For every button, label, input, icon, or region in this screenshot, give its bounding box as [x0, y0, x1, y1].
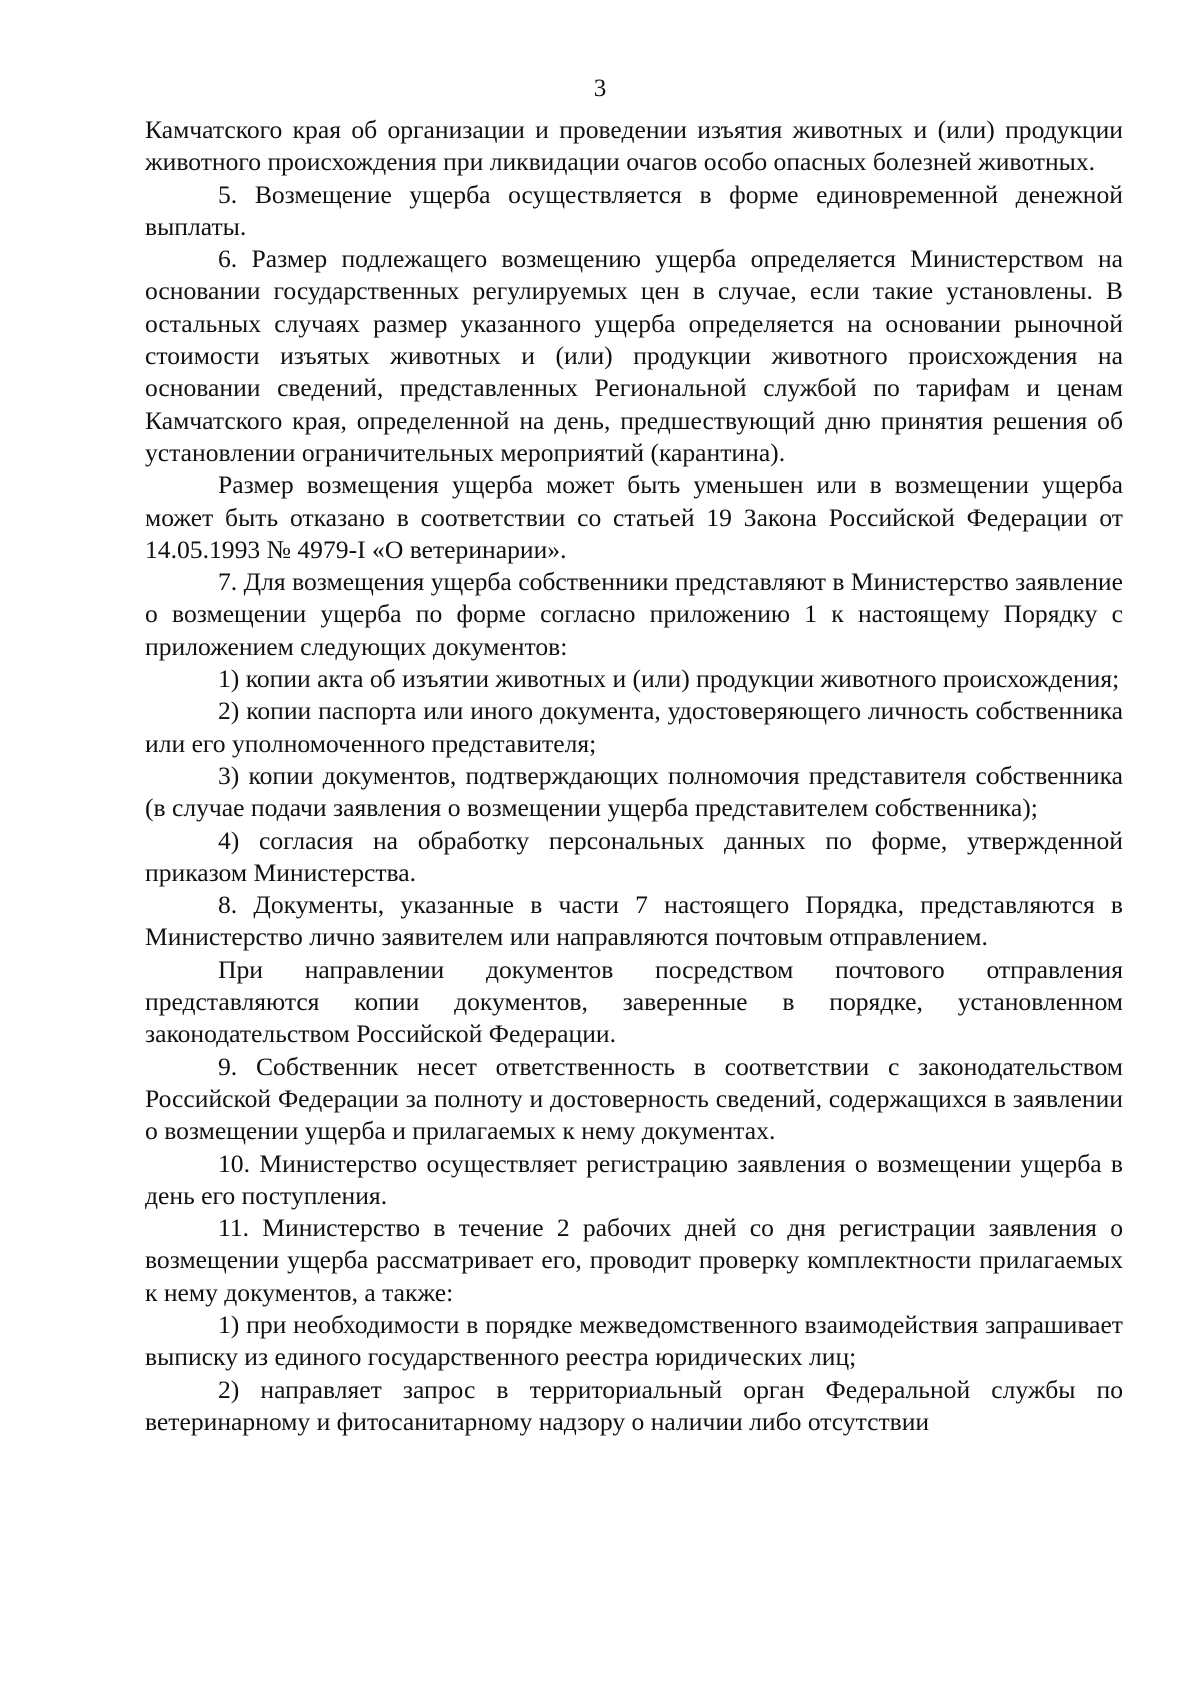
- paragraph-item-11-sub-1: 1) при необходимости в порядке межведомственного взаимодействия запрашивает выписку из единого государственного реестра юридических лиц;: [145, 1309, 1123, 1372]
- paragraph-item-7: 7. Для возмещения ущерба собственники представляют в Министерство заявление о возмещении ущерба по форме согласно приложению 1 к настоящему Порядку с приложением следующих документов:: [145, 567, 1123, 661]
- paragraph-item-8-postal: При направлении документов посредством почтового отправления представляются копии документов, заверенные в порядке, установленном законодательством Российской Федерации.: [145, 954, 1123, 1049]
- page-number: 3: [593, 75, 607, 102]
- paragraph-item-11: 11. Министерство в течение 2 рабочих дней со дня регистрации заявления о возмещении ущерба рассматривает его, проводит проверку комплектности прилагаемых к нему документов, а также:: [145, 1213, 1123, 1307]
- paragraph-item-5: 5. Возмещение ущерба осуществляется в форме единовременной денежной выплаты.: [145, 179, 1123, 241]
- paragraph-item-7-sub-1: 1) копии акта об изъятии животных и (или) продукции животного происхождения;: [218, 664, 1120, 694]
- paragraph-item-7-sub-4: 4) согласия на обработку персональных данных по форме, утвержденной приказом Министерства.: [145, 825, 1123, 887]
- document-body: [145, 114, 1123, 1438]
- paragraph-item-6-reduction: Размер возмещения ущерба может быть уменьшен или в возмещении ущерба может быть отказано в соответствии со статьей 19 Закона Российской Федерации от 14.05.1993 № 4979-I «О ветеринарии».: [145, 470, 1123, 564]
- paragraph-item-9: 9. Собственник несет ответственность в соответствии с законодательством Российской Федерации за полноту и достоверность сведений, содержащихся в заявлении о возмещении ущерба и прилагаемых к нему документах.: [145, 1051, 1123, 1146]
- paragraph-item-8: 8. Документы, указанные в части 7 настоящего Порядка, представляются в Министерство лично заявителем или направляются почтовым отправлением.: [145, 890, 1123, 952]
- paragraph-item-10: 10. Министерство осуществляет регистрацию заявления о возмещении ущерба в день его поступления.: [145, 1148, 1123, 1210]
- paragraph-item-11-sub-2: 2) направляет запрос в территориальный орган Федеральной службы по ветеринарному и фитосанитарному надзору о наличии либо отсутствии: [145, 1374, 1123, 1436]
- paragraph-item-6: 6. Размер подлежащего возмещению ущерба определяется Министерством на основании государственных регулируемых цен в случае, если такие установлены. В остальных случаях размер указанного ущерба определяется на основании рыночной стоимости изъятых животных и (или) продукции животного происхождения на основании сведений, представленных Региональной службой по тарифам и ценам Камчатского края, определенной на день, предшествующий дню принятия решения об установлении ограничительных мероприятий (карантина).: [145, 244, 1123, 467]
- paragraph-continuation: Камчатского края об организации и проведении изъятия животных и (или) продукции животного происхождения при ликвидации очагов особо опасных болезней животных.: [145, 115, 1123, 177]
- paragraph-item-7-sub-2: 2) копии паспорта или иного документа, удостоверяющего личность собственника или его уполномоченного представителя;: [145, 696, 1123, 758]
- paragraph-item-7-sub-3: 3) копии документов, подтверждающих полномочия представителя собственника (в случае подачи заявления о возмещении ущерба представителем собственника);: [145, 760, 1123, 823]
